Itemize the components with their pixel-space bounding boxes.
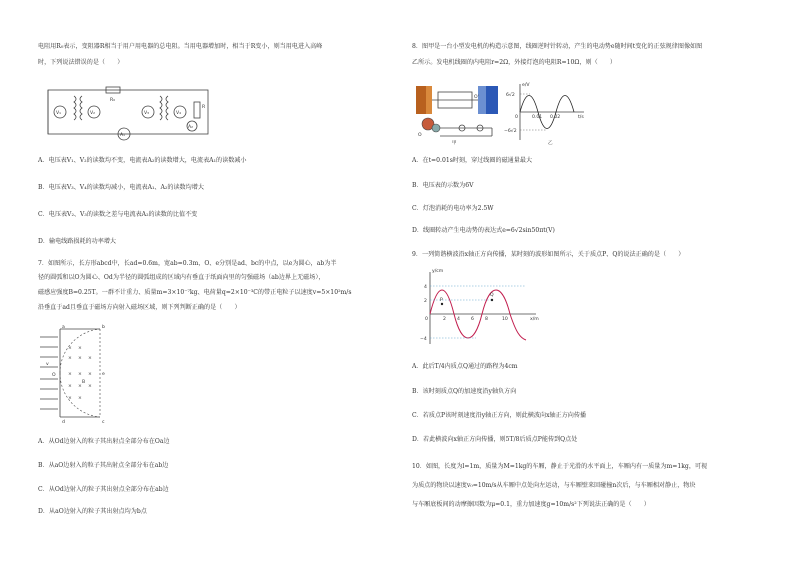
label-v: v (46, 362, 49, 367)
arc-upper (60, 329, 100, 373)
q6-option-d: D．输电线路损耗的功率增大 (38, 238, 117, 245)
brush-icon (432, 124, 440, 132)
q9-stem: 9．一列简谐横波沿x轴正方向传播，某时刻的波形如图所示，关于质点P、Q的说法正确的是（ ） (412, 251, 685, 258)
label-o: O (52, 373, 56, 378)
label-origin-wave: 0 (425, 317, 428, 322)
svg-text:×: × (78, 396, 82, 401)
q6-intro-line2: 时，下列说法错误的是（ ） (38, 59, 124, 66)
q8-generator-figure (414, 80, 506, 146)
q7-option-b: B．从aO边射入的粒子其出射点全部分布在ab边 (38, 462, 169, 469)
svg-text:×: × (68, 396, 72, 401)
label-t-axis: t/s (578, 115, 584, 120)
point-p (441, 303, 443, 305)
svg-text:×: × (78, 356, 82, 361)
q9-option-a: A．此后T/4内质点Q通过的路程为4cm (412, 363, 518, 370)
svg-text:×: × (88, 372, 92, 377)
q7-stem-line2: 径的圆弧和以O为圆心、Od为半径的圆弧组成的区域内有垂直于纸面向里的匀强磁场（ab边界上无磁场）， (38, 274, 325, 281)
q9-wave-graph (416, 268, 546, 348)
q6-intro-line1: 电阻用R₀表示，变阻器R相当于用户用电器的总电阻。当用电器增加时，相当于R变小，则当用电进入高峰 (38, 43, 323, 50)
resistor-r-icon (194, 102, 200, 118)
q9-option-d: D．若此横波向x轴正方向传播，则5T/8后质点P能传到Q点处 (412, 436, 578, 443)
label-x10: 10 (502, 317, 508, 322)
label-v2: V₂ (90, 111, 95, 116)
svg-text:×: × (88, 356, 92, 361)
q6-option-c: C．电压表V₂、V₃的读数之差与电流表A₂的读数的比值不变 (38, 211, 198, 218)
svg-text:×: × (68, 384, 72, 389)
q10-line1: 10．如图，长度为l=1m，质量为M=1kg的车厢，静止于光滑的水平面上，车厢内有一质量为m=1kg，可视 (412, 463, 708, 470)
q6-circuit-figure (40, 84, 220, 144)
q7-stem-line4: 沿垂直于ad且垂直于磁场方向射入磁场区域，则下列判断正确的是（ ） (38, 304, 241, 311)
label-a1: A₁ (120, 133, 125, 138)
transformer-2-primary-icon (160, 96, 162, 120)
magnet-n-pole (416, 86, 426, 114)
circuit-outer-frame (48, 90, 208, 134)
label-x6: 6 (471, 317, 474, 322)
label-v4: V₄ (176, 111, 181, 116)
transformer-1-primary-icon (74, 96, 76, 120)
q8-option-c: C．灯泡消耗的电功率为2.5W (412, 205, 494, 212)
svg-text:×: × (68, 356, 72, 361)
label-v1: V₁ (56, 111, 61, 116)
label-yi: 乙 (548, 141, 553, 146)
label-r0: R₀ (110, 98, 116, 103)
q8-emf-graph (504, 82, 590, 146)
q6-option-b: B．电压表V₃、V₄的读数均减小，电流表A₁、A₂的读数均增大 (38, 184, 204, 191)
svg-text:×: × (68, 346, 72, 351)
label-origin: 0 (515, 115, 518, 120)
q7-option-d: D．从aO边射入的粒子其出射点均为b点 (38, 508, 147, 515)
svg-text:×: × (78, 384, 82, 389)
label-e: e (102, 372, 105, 377)
label-y-axis: y/cm (432, 269, 444, 274)
q7-option-a: A．从Od边射入的粒子其出射点全部分布在Oa边 (38, 438, 170, 445)
label-b-field: B (82, 380, 86, 385)
label-neg-peak: −6√2 (504, 129, 517, 134)
svg-text:×: × (78, 346, 82, 351)
q10-line2: 为质点的物块以速度v₀=10m/s从车厢中点处向左运动，与车厢壁来回碰撞n次后，与车厢相对静止，物块 (412, 482, 696, 489)
q8-stem-line2: 乙所示。发电机线圈的内电阻r=2Ω，外接灯泡的电阻R=10Ω，则（ ） (412, 59, 616, 66)
magnet-n-face (426, 86, 432, 114)
transformer-2-secondary-icon (166, 96, 168, 120)
label-x8: 8 (485, 317, 488, 322)
label-o-prime: O' (474, 95, 479, 100)
label-jia: 甲 (452, 141, 457, 146)
wave-curve (430, 290, 526, 340)
magnet-s-pole (486, 86, 498, 114)
q9-option-b: B．该时刻质点Q的加速度沿y轴负方向 (412, 388, 517, 395)
label-a: a (62, 325, 65, 330)
q7-stem-line3: 磁感应强度B=0.25T。一群不计重力、质量m=3×10⁻⁷kg、电荷量q=2×10⁻³C的带正电粒子以速度v=5×10²m/s (38, 289, 352, 296)
label-a2: A₂ (188, 125, 193, 130)
label-c: c (102, 420, 105, 425)
label-t2: 0.02 (550, 115, 561, 120)
q6-option-a: A．电压表V₁、V₂的读数均不变，电流表A₂的读数增大，电流表A₁的读数减小 (38, 157, 247, 164)
label-x2: 2 (443, 317, 446, 322)
label-e-axis: e/V (522, 83, 530, 88)
label-q: Q (490, 293, 494, 298)
label-pos-peak: 6√2 (506, 93, 515, 98)
label-y4: 4 (424, 285, 427, 290)
q7-field-figure (38, 325, 128, 425)
label-v3: V₃ (144, 111, 149, 116)
label-d: d (62, 420, 65, 425)
q8-option-a: A．在t=0.01s时刻，穿过线圈的磁通量最大 (412, 157, 533, 164)
label-y2: 2 (424, 299, 427, 304)
svg-text:×: × (68, 372, 72, 377)
q8-stem-line1: 8．图甲是一台小型发电机的构造示意图，线圈逆时针转动，产生的电动势e随时间t变化的正弦规律图像如图 (412, 43, 703, 50)
point-q (491, 299, 493, 301)
q8-option-d: D．线圈转动产生电动势的表达式e=6√2sin50πt(V) (412, 227, 555, 234)
label-t1: 0.01 (532, 115, 543, 120)
q10-line3: 与车厢底板间的动摩擦因数为μ=0.1，重力加速度g=10m/s²下列说法正确的是（ ） (412, 501, 650, 508)
label-x4: 4 (457, 317, 460, 322)
q8-option-b: B．电压表的示数为6V (412, 182, 474, 189)
transformer-1-secondary-icon (80, 96, 82, 120)
q9-option-c: C．若质点P该时刻速度沿y轴正方向，则此横波向x轴正方向传播 (412, 412, 587, 419)
label-b: b (102, 325, 105, 330)
label-p: P (440, 298, 443, 303)
label-yneg4: −4 (420, 337, 427, 342)
arc-lower (60, 373, 100, 417)
q7-stem-line1: 7．如图所示，长方形abcd中，长ad=0.6m，宽ab=0.3m，O、e分别是ad、bc的中点，以e为圆心，ab为半 (38, 260, 337, 267)
label-x-axis: x/m (530, 317, 539, 322)
label-r: R (202, 105, 206, 110)
field-crosses (68, 345, 92, 401)
svg-text:×: × (88, 384, 92, 389)
q7-option-c: C．从Od边射入的粒子其出射点全部分布在ab边 (38, 486, 169, 493)
magnet-s-face (478, 86, 486, 114)
label-o: O (418, 133, 422, 138)
svg-text:×: × (78, 372, 82, 377)
